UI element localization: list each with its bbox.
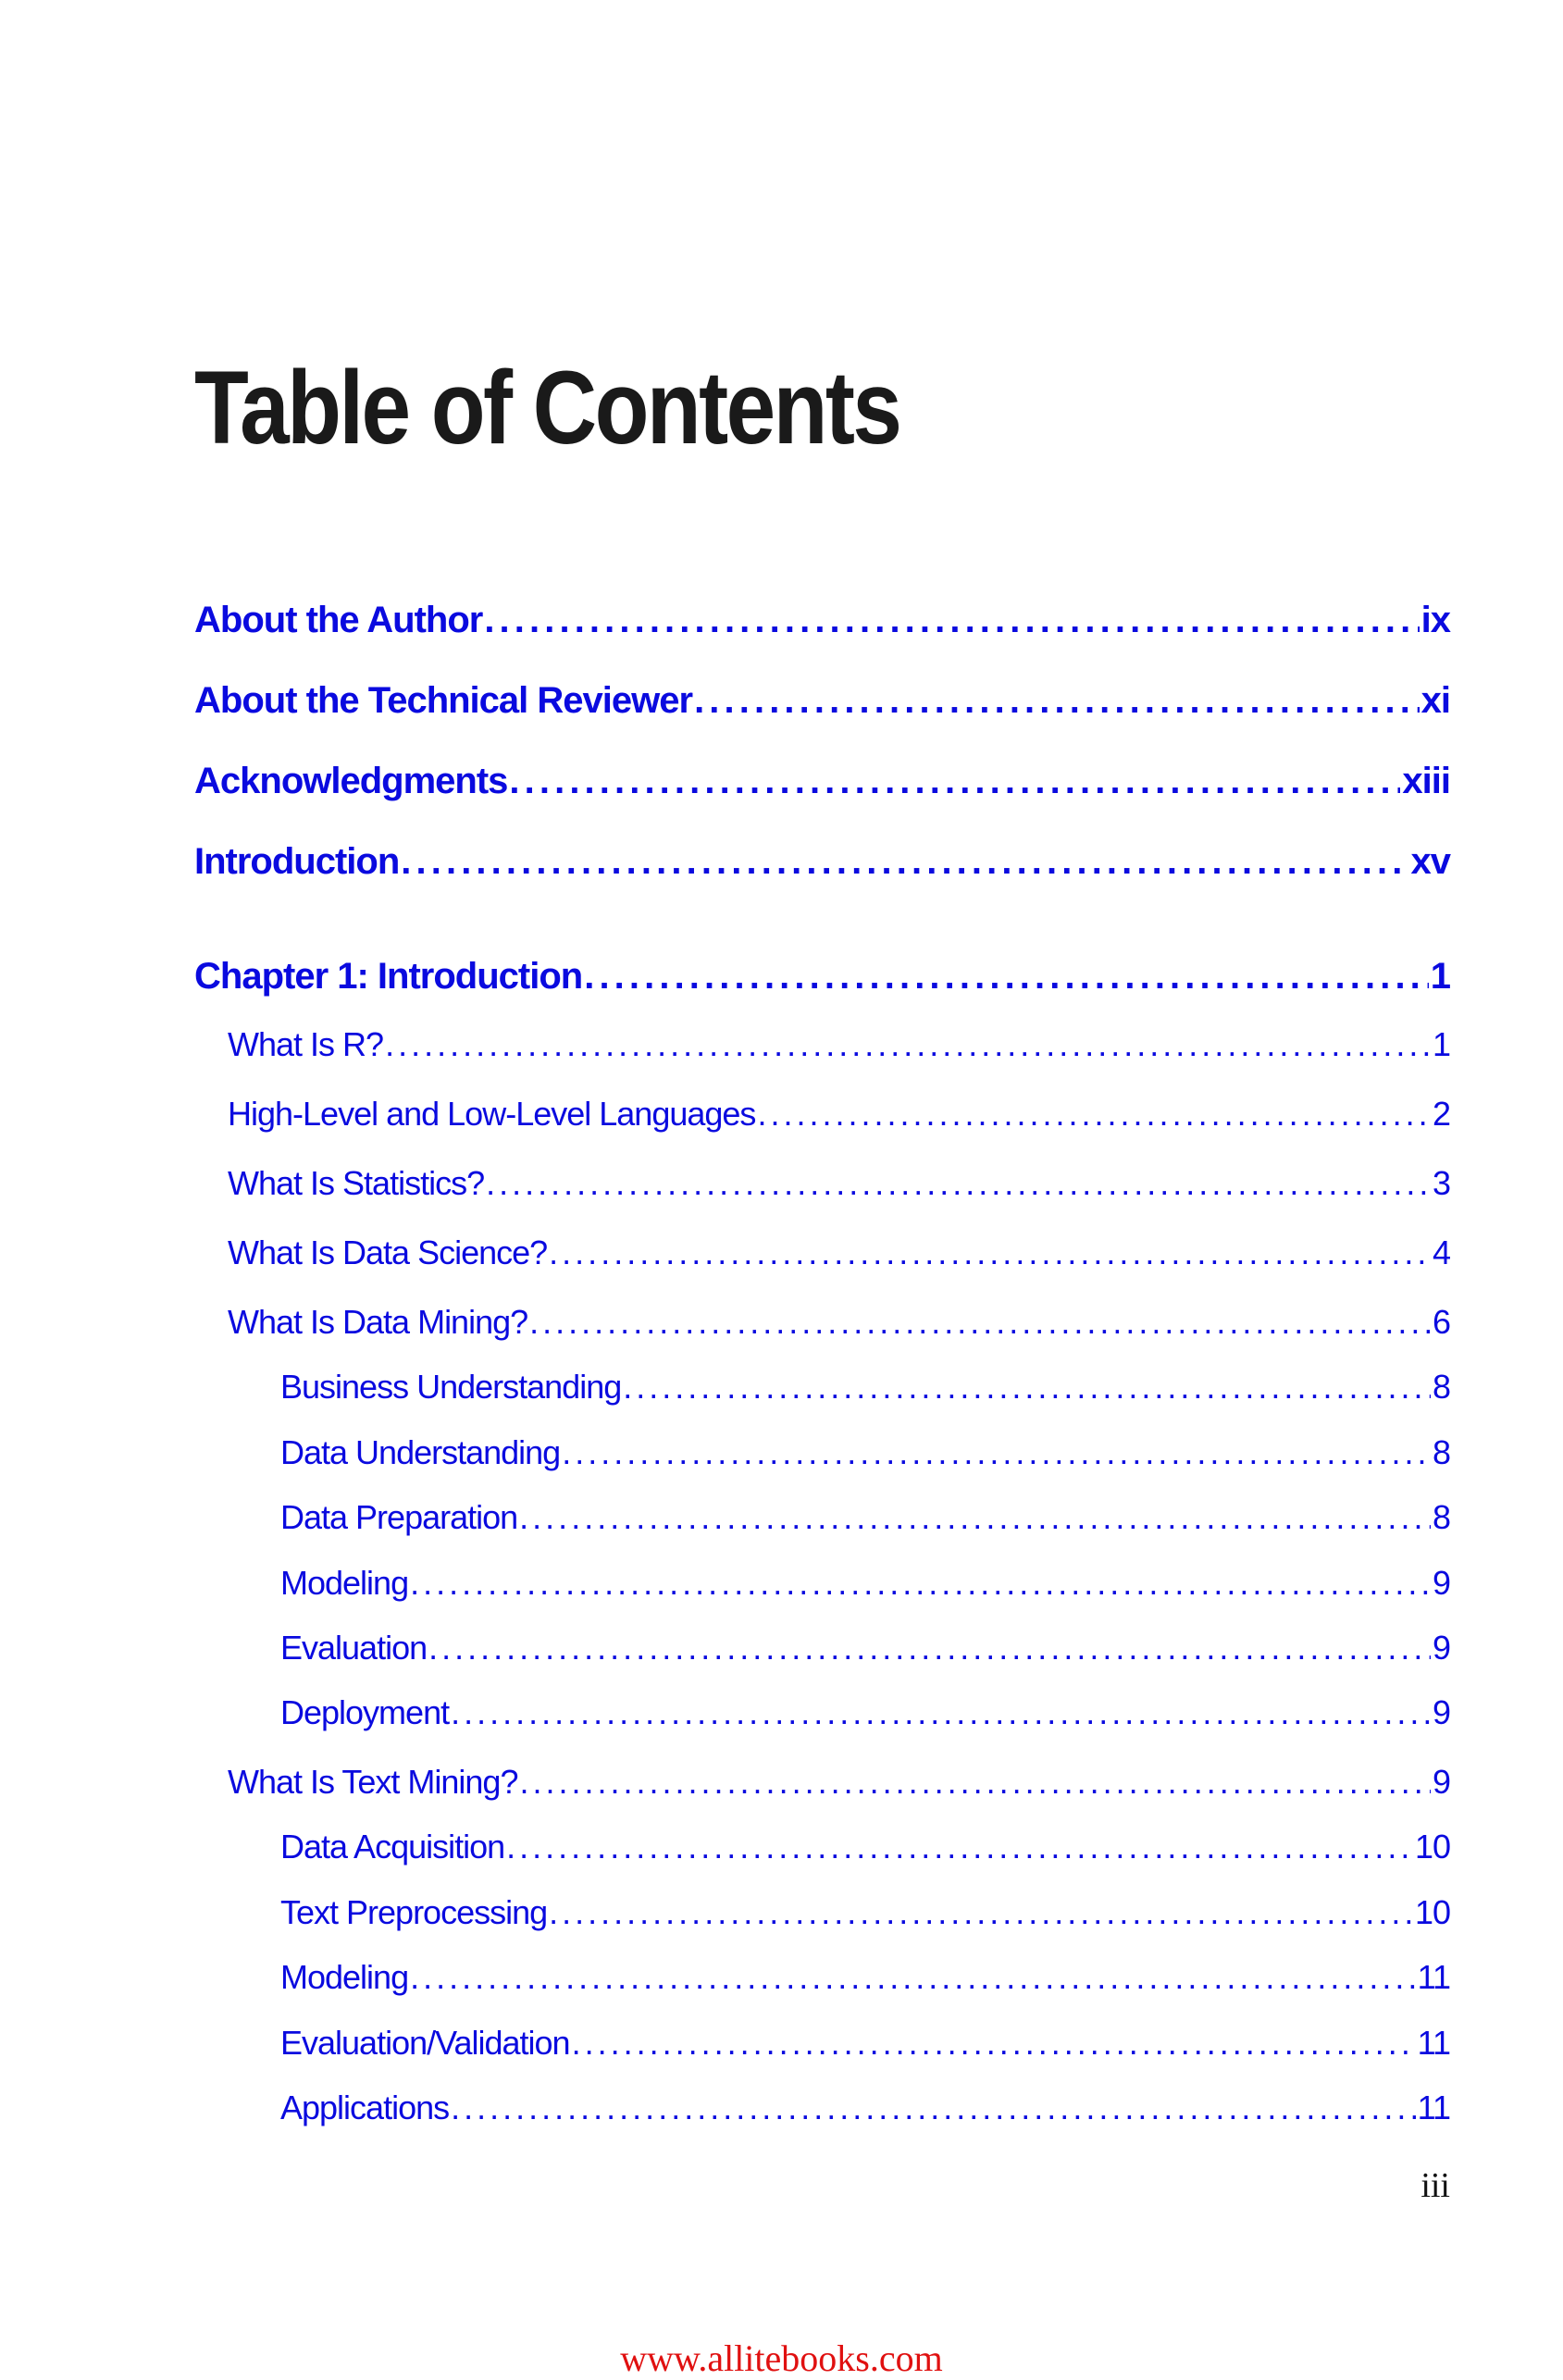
toc-leader-dots: [509, 761, 1400, 802]
toc-entry-label: Modeling: [280, 1958, 409, 1996]
toc-entry-label: Introduction: [194, 841, 400, 882]
toc-entry-page: 6: [1432, 1303, 1450, 1341]
toc-entry-label: Deployment: [280, 1693, 450, 1731]
toc-entry-label: What Is Statistics?: [228, 1164, 485, 1202]
toc-entry[interactable]: [280, 1433, 1450, 1472]
toc-entry[interactable]: [280, 1958, 1450, 1997]
toc-leader-dots: [757, 1095, 1431, 1134]
toc-entry-page: 9: [1432, 1629, 1450, 1667]
toc-entry-page: xv: [1410, 841, 1450, 882]
toc-entry-page: 10: [1414, 1828, 1450, 1866]
toc-entry-label: What Is Data Science?: [228, 1233, 548, 1271]
toc-entry-label: What Is Text Mining?: [228, 1763, 518, 1801]
toc-entry-label: What Is Data Mining?: [228, 1303, 528, 1341]
toc-entry-label: About the Technical Reviewer: [194, 680, 693, 721]
toc-entry-page: 1: [1430, 956, 1450, 997]
toc-entry-label: What Is R?: [228, 1025, 384, 1063]
toc-entry-label: Evaluation/Validation: [280, 2024, 570, 2062]
toc-entry-page: 8: [1432, 1498, 1450, 1536]
toc-entry-page: 8: [1432, 1368, 1450, 1406]
toc-entry[interactable]: [194, 761, 1450, 802]
toc-entry[interactable]: [280, 1693, 1450, 1732]
toc-entry[interactable]: [194, 600, 1450, 641]
toc-leader-dots: [519, 1763, 1430, 1802]
toc-entry-label: Evaluation: [280, 1629, 428, 1667]
toc-leader-dots: [410, 1958, 1416, 1997]
toc-entry-label: Chapter 1: Introduction: [194, 956, 583, 997]
toc-entry[interactable]: [194, 680, 1450, 722]
toc-leader-dots: [584, 956, 1429, 998]
toc-leader-dots: [572, 2024, 1416, 2063]
toc-entry-page: xiii: [1402, 761, 1450, 801]
toc-entry-label: High-Level and Low-Level Languages: [228, 1095, 756, 1133]
toc-entry[interactable]: [228, 1233, 1450, 1272]
toc-entry[interactable]: [194, 956, 1450, 998]
toc-entry[interactable]: [280, 2089, 1450, 2127]
toc-entry-label: Data Understanding: [280, 1433, 561, 1471]
toc-entry-page: 9: [1432, 1564, 1450, 1602]
toc-entry-page: 9: [1432, 1763, 1450, 1801]
toc-leader-dots: [385, 1025, 1431, 1064]
toc-entry-label: Business Understanding: [280, 1368, 622, 1406]
toc-entry-label: About the Author: [194, 600, 483, 640]
toc-leader-dots: [486, 1164, 1431, 1203]
toc-leader-dots: [428, 1629, 1431, 1667]
toc-entry-page: 11: [1417, 1958, 1450, 1996]
toc-leader-dots: [549, 1893, 1413, 1932]
toc-entry-label: Acknowledgments: [194, 761, 508, 801]
toc-entry-page: 9: [1432, 1693, 1450, 1731]
toc-leader-dots: [549, 1233, 1431, 1272]
toc-entry[interactable]: [280, 1564, 1450, 1603]
toc-leader-dots: [451, 1693, 1431, 1732]
toc-entry-page: 2: [1432, 1095, 1450, 1133]
toc-leader-dots: [506, 1828, 1413, 1866]
toc-entry-label: Modeling: [280, 1564, 409, 1602]
toc-entry-page: 4: [1432, 1233, 1450, 1271]
toc-entry-page: 3: [1432, 1164, 1450, 1202]
toc-entry[interactable]: [194, 841, 1450, 883]
toc-entry[interactable]: [228, 1025, 1450, 1064]
page-title: Table of Contents: [194, 350, 900, 465]
toc-entry-page: ix: [1420, 600, 1450, 640]
toc-leader-dots: [623, 1368, 1431, 1407]
toc-entry[interactable]: [228, 1303, 1450, 1342]
toc-entry[interactable]: [280, 1498, 1450, 1537]
toc-leader-dots: [410, 1564, 1431, 1603]
toc-entry-page: 1: [1432, 1025, 1450, 1063]
toc-entry-page: 10: [1414, 1893, 1450, 1931]
toc-leader-dots: [694, 680, 1420, 722]
toc-leader-dots: [484, 600, 1419, 641]
toc-leader-dots: [529, 1303, 1431, 1342]
toc-entry-page: 11: [1417, 2024, 1450, 2062]
toc-entry-page: 11: [1417, 2089, 1450, 2126]
toc-leader-dots: [519, 1498, 1431, 1537]
toc-entry[interactable]: [228, 1095, 1450, 1134]
toc-entry[interactable]: [280, 1893, 1450, 1932]
toc-leader-dots: [562, 1433, 1431, 1472]
toc-entry[interactable]: [228, 1763, 1450, 1802]
footer-url[interactable]: www.allitebooks.com: [620, 2337, 943, 2379]
toc-leader-dots: [451, 2089, 1416, 2127]
toc-entry-label: Applications: [280, 2089, 450, 2126]
toc-entry[interactable]: [280, 1368, 1450, 1407]
toc-entry[interactable]: [280, 1629, 1450, 1667]
toc-entry-page: xi: [1420, 680, 1450, 721]
toc-entry-label: Text Preprocessing: [280, 1893, 548, 1931]
toc-entry-label: Data Preparation: [280, 1498, 518, 1536]
toc-entry[interactable]: [280, 1828, 1450, 1866]
toc-entry[interactable]: [228, 1164, 1450, 1203]
toc-entry-page: 8: [1432, 1433, 1450, 1471]
toc-entry-label: Data Acquisition: [280, 1828, 505, 1866]
toc-entry[interactable]: [280, 2024, 1450, 2063]
toc-leader-dots: [401, 841, 1408, 883]
page-number: iii: [1420, 2166, 1450, 2205]
